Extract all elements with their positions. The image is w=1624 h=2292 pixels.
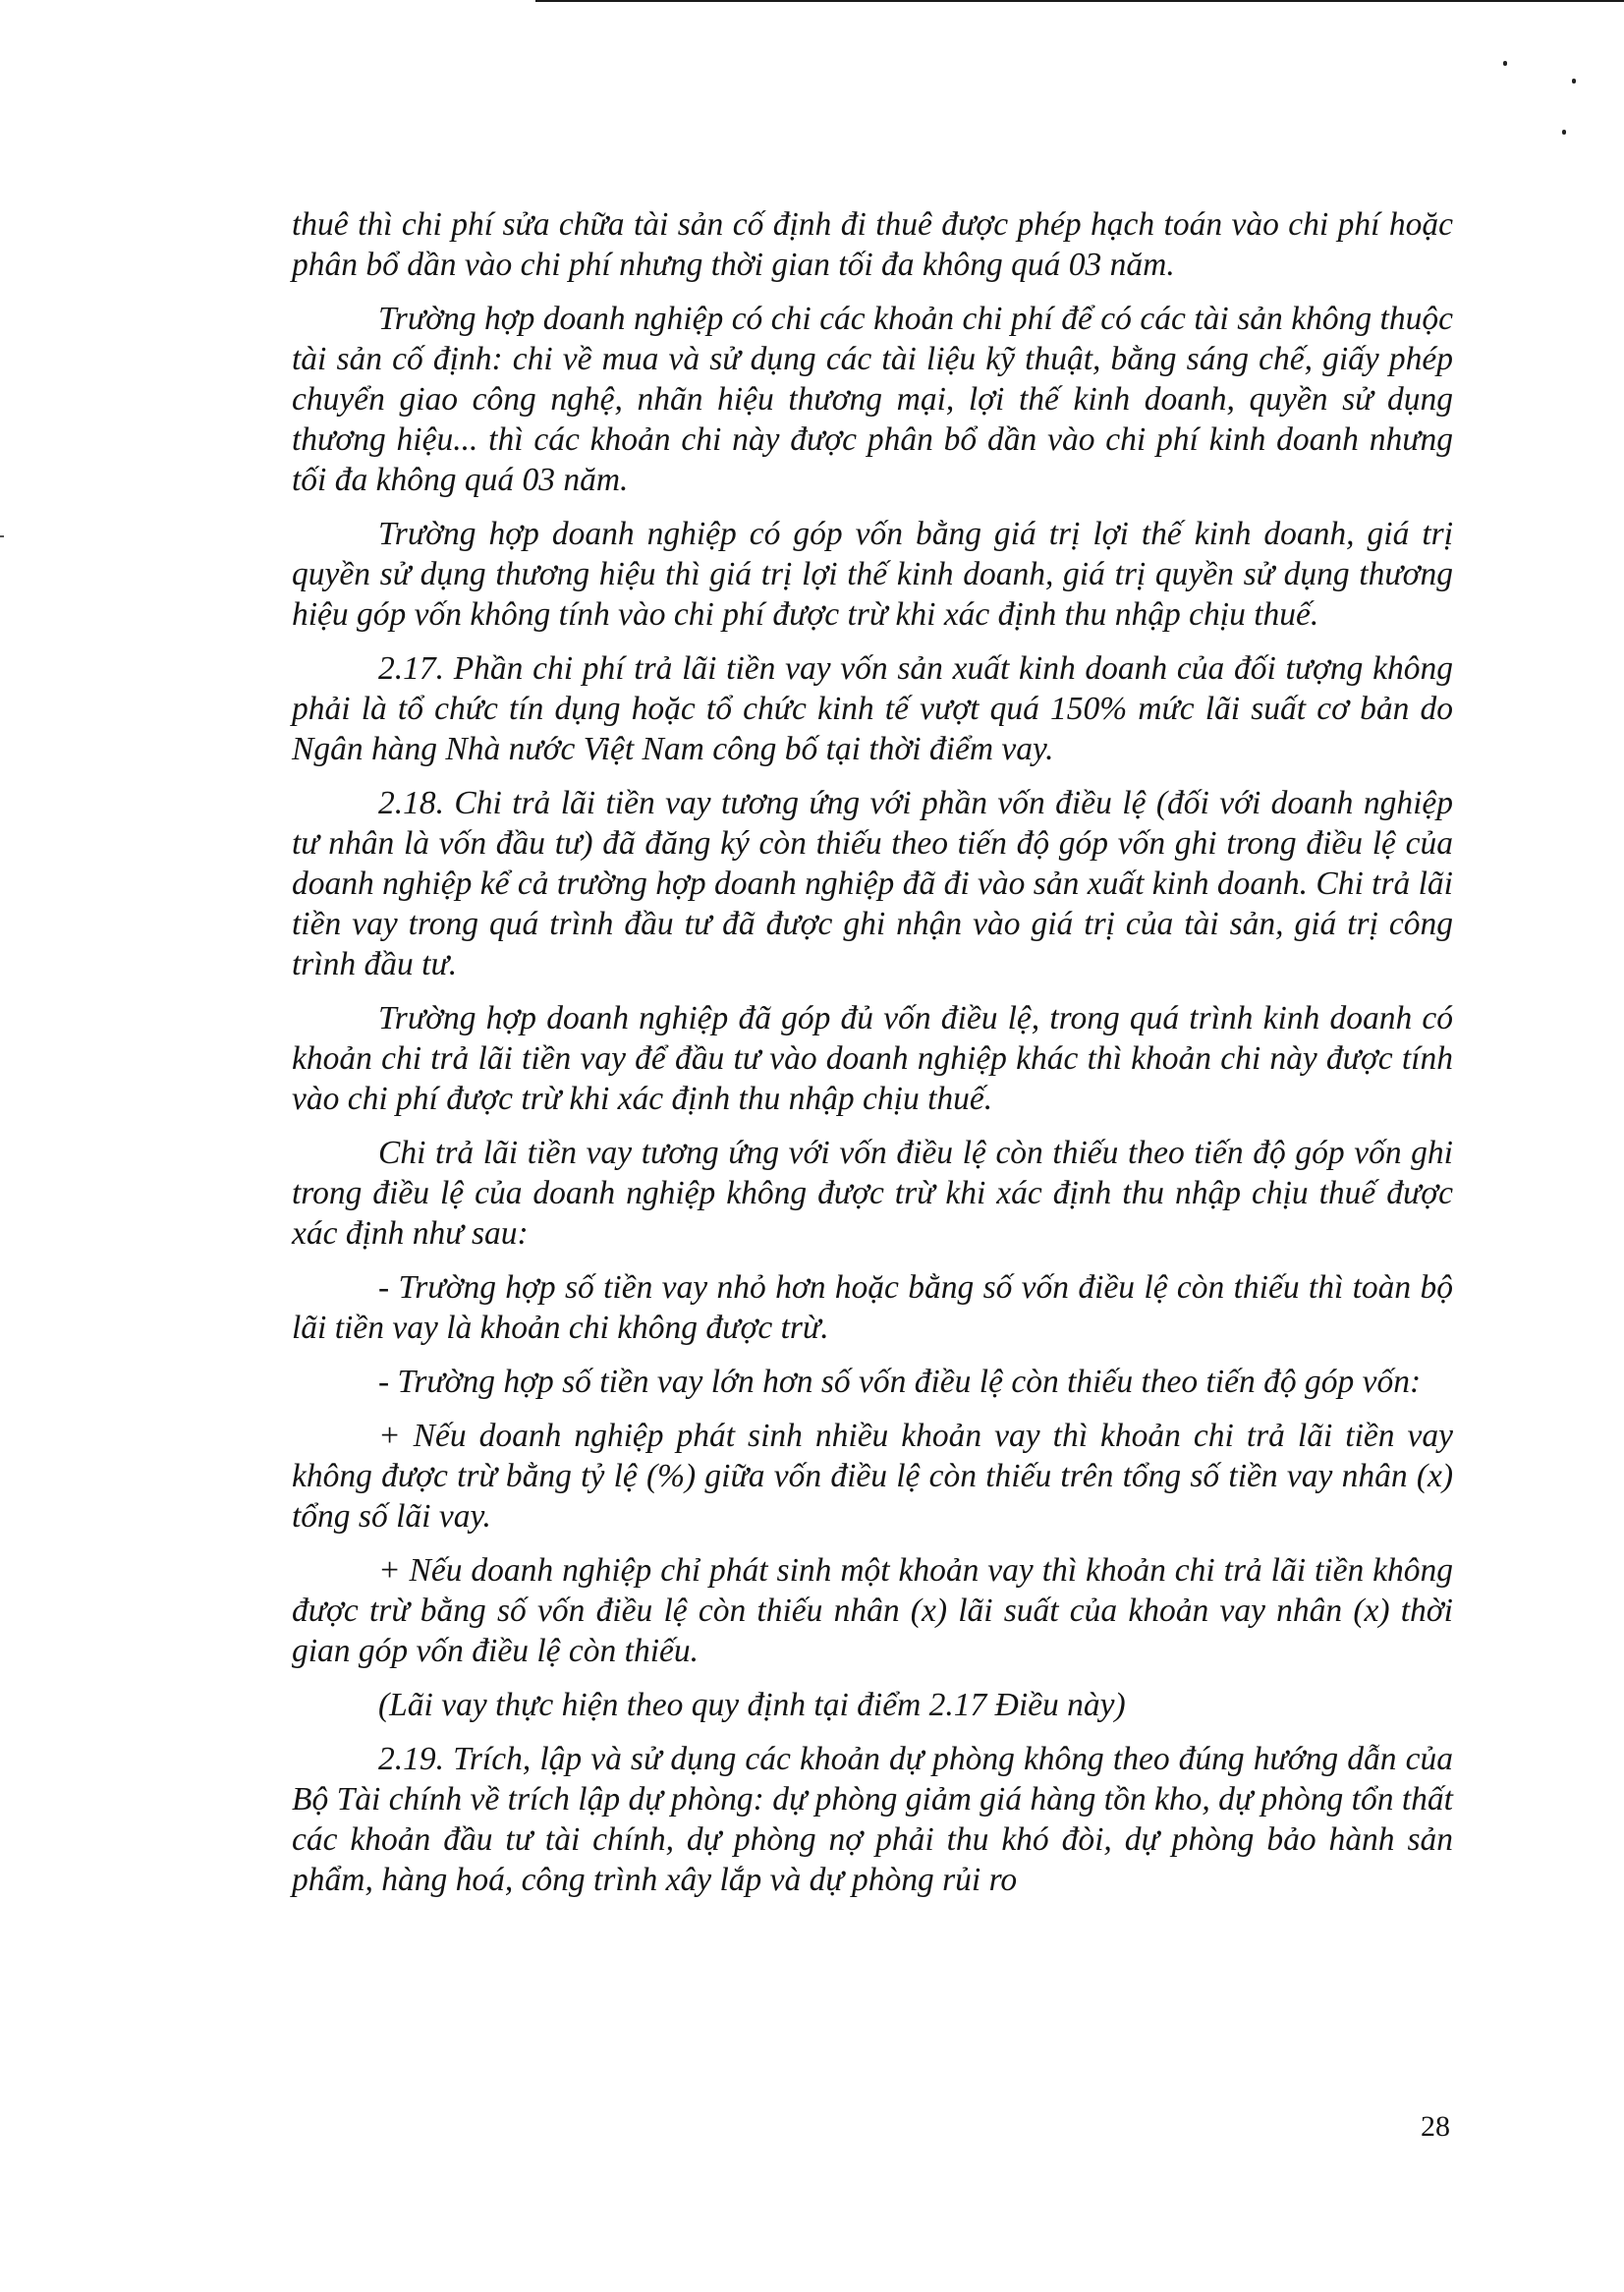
scan-speck-1 — [1503, 61, 1507, 66]
page-number: 28 — [1421, 2110, 1450, 2143]
paragraph-12: (Lãi vay thực hiện theo quy định tại điểm 2.17 Điều này) — [378, 1687, 1126, 1723]
paragraph-11: + Nếu doanh nghiệp chỉ phát sinh một khoản vay thì khoản chi trả lãi tiền không được trừ bằng số vốn điều lệ còn thiếu nhân (x) lãi suất của khoản vay nhân (x) thời gian góp vốn điều lệ còn thiếu. — [292, 1552, 1453, 1669]
paragraph-9: - Trường hợp số tiền vay lớn hơn số vốn điều lệ còn thiếu theo tiến độ góp vốn: — [378, 1364, 1422, 1400]
paragraph-2: Trường hợp doanh nghiệp có chi các khoản chi phí để có các tài sản không thuộc tài sản cố định: chi về mua và sử dụng các tài liệu kỹ thuật, bằng sáng chế, giấy phép chuyển giao công nghệ, nhãn hiệu thương mại, lợi thế kinh doanh, quyền sử dụng thương hiệu... thì các khoản chi này được phân bổ dần vào chi phí kinh doanh nhưng tối đa không quá 03 năm. — [292, 301, 1453, 498]
paragraph-4: 2.17. Phần chi phí trả lãi tiền vay vốn sản xuất kinh doanh của đối tượng không phải là tổ chức tín dụng hoặc tổ chức kinh tế vượt quá 150% mức lãi suất cơ bản do Ngân hàng Nhà nước Việt Nam công bố tại thời điểm vay. — [292, 650, 1453, 767]
scan-top-rule — [535, 0, 1624, 2]
scan-left-tick — [0, 535, 4, 537]
paragraph-13: 2.19. Trích, lập và sử dụng các khoản dự phòng không theo đúng hướng dẫn của Bộ Tài chính về trích lập dự phòng: dự phòng giảm giá hàng tồn kho, dự phòng tổn thất các khoản đầu tư tài chính, dự phòng nợ phải thu khó đòi, dự phòng bảo hành sản phẩm, hàng hoá, công trình xây lắp và dự phòng rủi ro — [292, 1741, 1453, 1898]
paragraph-3: Trường hợp doanh nghiệp có góp vốn bằng giá trị lợi thế kinh doanh, giá trị quyền sử dụng thương hiệu thì giá trị lợi thế kinh doanh, giá trị quyền sử dụng thương hiệu góp vốn không tính vào chi phí được trừ khi xác định thu nhập chịu thuế. — [292, 516, 1453, 633]
paragraph-1: thuê thì chi phí sửa chữa tài sản cố định đi thuê được phép hạch toán vào chi phí hoặc phân bổ dần vào chi phí nhưng thời gian tối đa không quá 03 năm. — [292, 206, 1453, 283]
paragraph-6: Trường hợp doanh nghiệp đã góp đủ vốn điều lệ, trong quá trình kinh doanh có khoản chi trả lãi tiền vay để đầu tư vào doanh nghiệp khác thì khoản chi này được tính vào chi phí được trừ khi xác định thu nhập chịu thuế. — [292, 1000, 1453, 1117]
paragraph-7: Chi trả lãi tiền vay tương ứng với vốn điều lệ còn thiếu theo tiến độ góp vốn ghi trong điều lệ của doanh nghiệp không được trừ khi xác định thu nhập chịu thuế được xác định như sau: — [292, 1135, 1453, 1252]
paragraph-10: + Nếu doanh nghiệp phát sinh nhiều khoản vay thì khoản chi trả lãi tiền vay không được trừ bằng tỷ lệ (%) giữa vốn điều lệ còn thiếu trên tổng số tiền vay nhân (x) tổng số lãi vay. — [292, 1418, 1453, 1535]
document-body — [292, 204, 1453, 1900]
scan-speck-2 — [1572, 79, 1576, 84]
paragraph-5: 2.18. Chi trả lãi tiền vay tương ứng với phần vốn điều lệ (đối với doanh nghiệp tư nhân là vốn đầu tư) đã đăng ký còn thiếu theo tiến độ góp vốn ghi trong điều lệ của doanh nghiệp kể cả trường hợp doanh nghiệp đã đi vào sản xuất kinh doanh. Chi trả lãi tiền vay trong quá trình đầu tư đã được ghi nhận vào giá trị của tài sản, giá trị công trình đầu tư. — [292, 785, 1453, 982]
paragraph-8: - Trường hợp số tiền vay nhỏ hơn hoặc bằng số vốn điều lệ còn thiếu thì toàn bộ lãi tiền vay là khoản chi không được trừ. — [292, 1269, 1453, 1346]
scan-speck-3 — [1562, 130, 1566, 135]
